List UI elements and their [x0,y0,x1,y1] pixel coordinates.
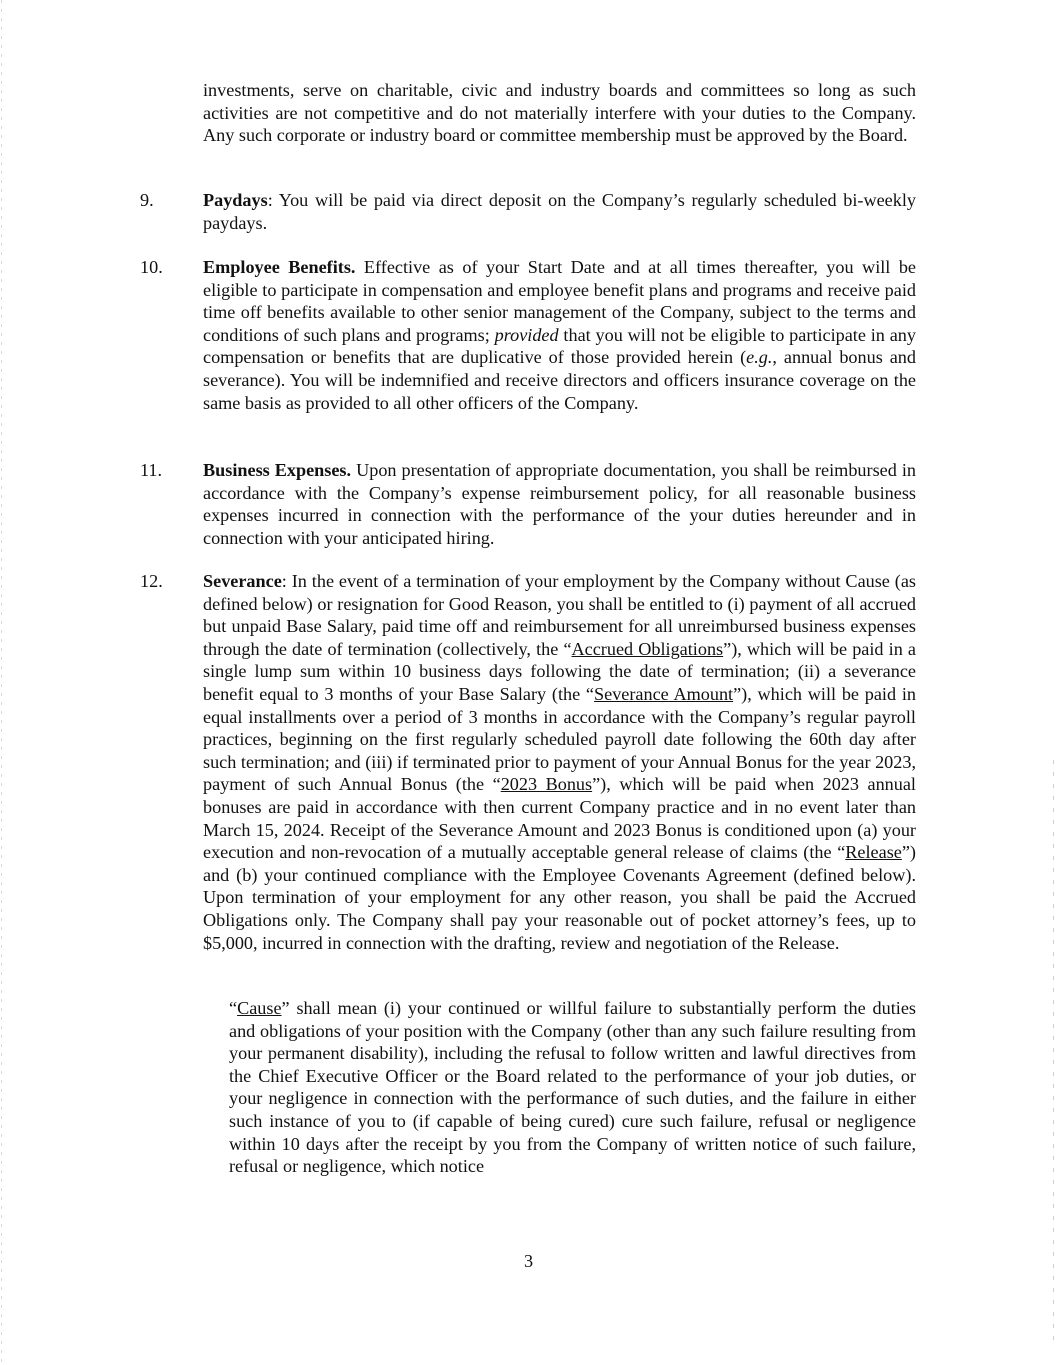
heading-punctuation: : [267,190,273,210]
italic-term-eg: e.g. [746,347,773,368]
open-quote: “ [229,998,238,1018]
section-heading: Severance [203,571,282,591]
section-text: Upon presentation of appropriate documentation, you shall be reimbursed in accordance with the Company’s expense reimbursement policy, for all reasonable business expenses incurred in connection with the performance of the your duties hereunder and in connection with your anticipated hiring. [203,460,916,548]
section-number: 10. [140,257,163,277]
heading-punctuation: . [350,257,356,277]
section-heading: Paydays [203,190,268,210]
defined-term-release: Release [845,842,902,863]
section-text: In the event of a termination of your employment by the Company without Cause (as defined below) or resignation for Good Reason, you shall be entitled to (i) payment of all accrued but unpaid Base Salary, paid time off and reimbursement for all unreimbursed business expenses through the date of termination (collectively, the “ [203,571,916,659]
section-heading: Employee Benefits [203,257,351,277]
section-text: ”), which will be paid when 2023 annual bonuses are paid in accordance with then current Company practice and in no event later than March 15, 2024. Receipt of the Severance Amount and 2023 Bonus is conditioned upon (a) your execution and non-revocation of a mutually acceptable general release of claims (the “ [203,774,916,863]
section-text: , annual bonus and severance). You will be indemnified and receive directors and officers insurance coverage on the same basis as provided to all other officers of the Company. [203,347,916,413]
defined-term-severance-amount: Severance Amount [594,683,734,704]
section-text: that you will not be eligible to participate in any compensation or benefits that are duplicative of those provided herein ( [203,324,916,368]
section-text: Effective as of your Start Date and at all times thereafter, you will be eligible to participate in compensation and employee benefit plans and programs and receive paid time off benefits available to other senior management of the Company, subject to the terms and conditions of such plans and programs; [203,257,916,345]
scan-edge-left [1,0,2,1365]
section-body [203,189,916,234]
section-10-employee-benefits [140,256,916,414]
section-number: 11. [140,460,163,480]
section-number: 9. [140,190,154,210]
defined-term-cause: Cause [237,998,282,1018]
italic-term-provided: provided [494,324,559,345]
defined-term-2023-bonus: 2023 Bonus [500,774,593,795]
section-9-paydays [140,189,916,234]
definition-text: ” shall mean (i) your continued or willful failure to substantially perform the duties and obligations of your position with the Company (other than any such failure resulting from your permanent disability), including the refusal to follow written and lawful directives from the Chief Executive Officer or the Board related to the performance of your job duties, or your negligence in connection with the performance of such duties, and the failure in either such instance of you to (if capable of being cured) cure such failure, refusal or negligence within 10 days after the receipt by you from the Company of written notice of such failure, refusal or negligence, which notice [229,998,916,1177]
section-body [203,459,916,549]
section-12-severance [140,570,916,954]
cause-definition-paragraph [229,997,916,1178]
section-text: ”), which will be paid in a single lump sum within 10 business days following the date of termination; (ii) a severance benefit equal to 3 months of your Base Salary (the “ [203,638,916,704]
heading-punctuation: : [281,571,287,591]
section-heading: Business Expenses. [203,460,352,480]
section-text: ”) and (b) your continued compliance with the Employee Covenants Agreement (defined below). Upon termination of your employment for any other reason, you shall be paid the Accrued Obligations only. The Company shall pay your reasonable out of pocket attorney’s fees, up to $5,000, incurred in connection with the drafting, review and negotiation of the Release. [203,842,916,953]
section-body [203,256,916,414]
defined-term-accrued-obligations: Accrued Obligations [571,638,724,659]
section-text: ”), which will be paid in equal installments over a period of 3 months in accordance with the Company’s regular payroll practices, beginning on the first regularly scheduled payroll date following the 60th day after such termination; and (iii) if terminated prior to payment of your Annual Bonus for the year 2023, payment of such Annual Bonus (the “ [203,683,916,795]
section-number: 12. [140,571,163,591]
continuation-paragraph: investments, serve on charitable, civic and industry boards and committees so long as such activities are not competitive and do not materially interfere with your duties to the Company. Any such corporate or industry board or committee membership must be approved by the Board. [203,80,916,146]
section-text: You will be paid via direct deposit on the Company’s regularly scheduled bi-weekly paydays. [203,190,916,233]
section-body [203,570,916,954]
section-11-business-expenses [140,459,916,549]
page-number: 3 [523,1251,534,1271]
